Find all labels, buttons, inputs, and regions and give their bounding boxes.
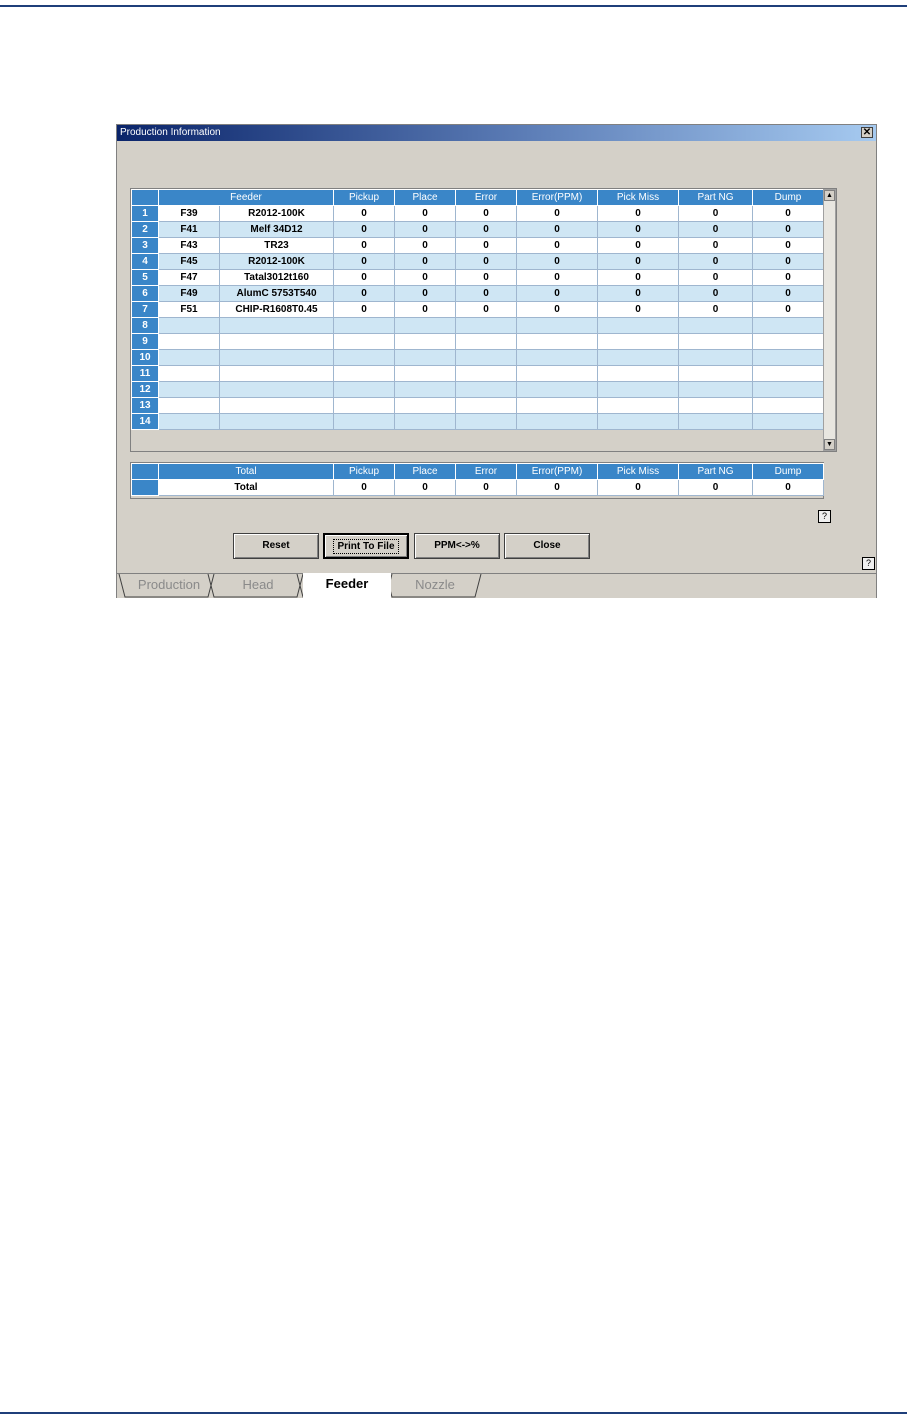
place-cell[interactable] xyxy=(395,398,456,414)
tab-production[interactable]: Production xyxy=(137,577,201,592)
ppm-percent-toggle-button[interactable]: PPM<->% xyxy=(414,533,500,559)
part-name-cell[interactable] xyxy=(220,318,334,334)
pickup-cell[interactable]: 0 xyxy=(334,286,395,302)
header-dump[interactable]: Dump xyxy=(753,190,824,206)
feeder-slot-cell[interactable]: F45 xyxy=(159,254,220,270)
pickup-cell[interactable]: 0 xyxy=(334,254,395,270)
total-header-place: Place xyxy=(395,464,456,480)
dump-cell[interactable] xyxy=(753,350,824,366)
total-part-ng: 0 xyxy=(679,480,753,496)
dump-cell[interactable]: 0 xyxy=(753,286,824,302)
scroll-up-icon[interactable]: ▲ xyxy=(824,190,835,201)
feeder-slot-cell[interactable] xyxy=(159,414,220,430)
feeder-slot-cell[interactable]: F47 xyxy=(159,270,220,286)
feeder-slot-cell[interactable]: F39 xyxy=(159,206,220,222)
pickup-cell[interactable] xyxy=(334,414,395,430)
row-number-cell: 2 xyxy=(132,222,159,238)
total-error-ppm: 0 xyxy=(517,480,598,496)
place-cell[interactable] xyxy=(395,382,456,398)
pick-miss-cell[interactable] xyxy=(598,398,679,414)
feeder-slot-cell[interactable] xyxy=(159,318,220,334)
grid-scrollbar[interactable] xyxy=(823,189,836,451)
table-row[interactable] xyxy=(132,206,824,222)
error-ppm-cell[interactable] xyxy=(517,414,598,430)
row-number-cell: 1 xyxy=(132,206,159,222)
place-cell[interactable]: 0 xyxy=(395,286,456,302)
error-cell[interactable] xyxy=(456,350,517,366)
total-dump: 0 xyxy=(753,480,824,496)
header-error-ppm[interactable]: Error(PPM) xyxy=(517,190,598,206)
table-row[interactable] xyxy=(132,222,824,238)
part-name-cell[interactable]: R2012-100K xyxy=(220,254,334,270)
header-pickup[interactable]: Pickup xyxy=(334,190,395,206)
title-bar xyxy=(117,125,876,141)
error-ppm-cell[interactable]: 0 xyxy=(517,302,598,318)
row-number-cell: 14 xyxy=(132,414,159,430)
error-cell[interactable]: 0 xyxy=(456,222,517,238)
pick-miss-cell[interactable]: 0 xyxy=(598,206,679,222)
error-ppm-cell[interactable]: 0 xyxy=(517,286,598,302)
row-number-cell: 6 xyxy=(132,286,159,302)
error-ppm-cell[interactable]: 0 xyxy=(517,206,598,222)
part-ng-cell[interactable] xyxy=(679,350,753,366)
header-feeder[interactable]: Feeder xyxy=(159,190,334,206)
part-name-cell[interactable] xyxy=(220,350,334,366)
feeder-table xyxy=(131,189,824,430)
print-to-file-button[interactable] xyxy=(323,533,409,559)
pick-miss-cell[interactable] xyxy=(598,334,679,350)
part-ng-cell[interactable]: 0 xyxy=(679,238,753,254)
row-number-cell: 5 xyxy=(132,270,159,286)
row-number-cell: 4 xyxy=(132,254,159,270)
row-number-cell: 9 xyxy=(132,334,159,350)
total-header-part-ng: Part NG xyxy=(679,464,753,480)
header-pick-miss[interactable]: Pick Miss xyxy=(598,190,679,206)
pickup-cell[interactable] xyxy=(334,350,395,366)
error-cell[interactable] xyxy=(456,366,517,382)
pick-miss-cell[interactable] xyxy=(598,414,679,430)
page-bottom-rule xyxy=(0,1412,907,1414)
dump-cell[interactable] xyxy=(753,414,824,430)
total-pickup: 0 xyxy=(334,480,395,496)
dump-cell[interactable] xyxy=(753,318,824,334)
pickup-cell[interactable]: 0 xyxy=(334,270,395,286)
table-row[interactable] xyxy=(132,382,824,398)
pick-miss-cell[interactable] xyxy=(598,318,679,334)
total-row-corner xyxy=(132,480,159,496)
part-name-cell[interactable] xyxy=(220,334,334,350)
part-ng-cell[interactable] xyxy=(679,334,753,350)
part-name-cell[interactable]: Tatal3012t160 xyxy=(220,270,334,286)
pickup-cell[interactable]: 0 xyxy=(334,302,395,318)
feeder-table-header xyxy=(132,190,824,206)
part-ng-cell[interactable]: 0 xyxy=(679,270,753,286)
table-row[interactable] xyxy=(132,238,824,254)
part-name-cell[interactable]: TR23 xyxy=(220,238,334,254)
feeder-slot-cell[interactable] xyxy=(159,398,220,414)
pickup-cell[interactable]: 0 xyxy=(334,206,395,222)
print-to-file-label: Print To File xyxy=(333,539,398,554)
pick-miss-cell[interactable] xyxy=(598,366,679,382)
production-information-window xyxy=(116,124,877,598)
total-error: 0 xyxy=(456,480,517,496)
pick-miss-cell[interactable]: 0 xyxy=(598,286,679,302)
table-row[interactable] xyxy=(132,398,824,414)
pick-miss-cell[interactable] xyxy=(598,350,679,366)
place-cell[interactable] xyxy=(395,318,456,334)
tab-bar xyxy=(117,573,876,598)
feeder-slot-cell[interactable]: F49 xyxy=(159,286,220,302)
pick-miss-cell[interactable]: 0 xyxy=(598,270,679,286)
place-cell[interactable]: 0 xyxy=(395,270,456,286)
error-ppm-cell[interactable]: 0 xyxy=(517,254,598,270)
feeder-slot-cell[interactable]: F43 xyxy=(159,238,220,254)
table-row[interactable] xyxy=(132,414,824,430)
row-number-cell: 7 xyxy=(132,302,159,318)
header-place[interactable]: Place xyxy=(395,190,456,206)
window-help-icon[interactable]: ? xyxy=(862,557,875,570)
table-row[interactable] xyxy=(132,254,824,270)
feeder-slot-cell[interactable] xyxy=(159,350,220,366)
place-cell[interactable]: 0 xyxy=(395,222,456,238)
error-cell[interactable]: 0 xyxy=(456,238,517,254)
table-row[interactable] xyxy=(132,286,824,302)
part-ng-cell[interactable]: 0 xyxy=(679,206,753,222)
reset-button[interactable]: Reset xyxy=(233,533,319,559)
place-cell[interactable]: 0 xyxy=(395,206,456,222)
close-icon[interactable]: ✕ xyxy=(862,127,872,138)
part-name-cell[interactable] xyxy=(220,382,334,398)
error-ppm-cell[interactable] xyxy=(517,334,598,350)
row-number-cell: 8 xyxy=(132,318,159,334)
error-cell[interactable] xyxy=(456,318,517,334)
pickup-cell[interactable]: 0 xyxy=(334,222,395,238)
place-cell[interactable]: 0 xyxy=(395,302,456,318)
dump-cell[interactable]: 0 xyxy=(753,302,824,318)
part-ng-cell[interactable]: 0 xyxy=(679,286,753,302)
part-name-cell[interactable] xyxy=(220,398,334,414)
pickup-cell[interactable] xyxy=(334,398,395,414)
total-label: Total xyxy=(159,480,334,496)
tab-feeder[interactable]: Feeder xyxy=(303,573,391,598)
dump-cell[interactable] xyxy=(753,334,824,350)
error-ppm-cell[interactable]: 0 xyxy=(517,238,598,254)
place-cell[interactable] xyxy=(395,334,456,350)
pickup-cell[interactable] xyxy=(334,318,395,334)
error-cell[interactable]: 0 xyxy=(456,254,517,270)
close-button[interactable]: Close xyxy=(504,533,590,559)
pickup-cell[interactable]: 0 xyxy=(334,238,395,254)
part-ng-cell[interactable] xyxy=(679,366,753,382)
total-place: 0 xyxy=(395,480,456,496)
dump-cell[interactable]: 0 xyxy=(753,254,824,270)
pick-miss-cell[interactable]: 0 xyxy=(598,222,679,238)
error-ppm-cell[interactable] xyxy=(517,318,598,334)
table-row[interactable] xyxy=(132,318,824,334)
place-cell[interactable]: 0 xyxy=(395,254,456,270)
pickup-cell[interactable] xyxy=(334,382,395,398)
row-number-cell: 13 xyxy=(132,398,159,414)
error-ppm-cell[interactable]: 0 xyxy=(517,222,598,238)
table-row[interactable] xyxy=(132,302,824,318)
total-header-dump: Dump xyxy=(753,464,824,480)
part-name-cell[interactable] xyxy=(220,366,334,382)
feeder-slot-cell[interactable] xyxy=(159,334,220,350)
error-ppm-cell[interactable] xyxy=(517,382,598,398)
scroll-down-icon[interactable]: ▼ xyxy=(824,439,835,450)
part-name-cell[interactable] xyxy=(220,414,334,430)
error-ppm-cell[interactable] xyxy=(517,350,598,366)
dump-cell[interactable] xyxy=(753,366,824,382)
total-header-error: Error xyxy=(456,464,517,480)
header-error[interactable]: Error xyxy=(456,190,517,206)
dump-cell[interactable]: 0 xyxy=(753,238,824,254)
part-name-cell[interactable]: CHIP-R1608T0.45 xyxy=(220,302,334,318)
total-header-error-ppm: Error(PPM) xyxy=(517,464,598,480)
dump-cell[interactable]: 0 xyxy=(753,206,824,222)
part-name-cell[interactable]: R2012-100K xyxy=(220,206,334,222)
part-ng-cell[interactable]: 0 xyxy=(679,302,753,318)
dump-cell[interactable]: 0 xyxy=(753,270,824,286)
total-table xyxy=(131,463,824,496)
place-cell[interactable] xyxy=(395,366,456,382)
total-header-total: Total xyxy=(159,464,334,480)
page-top-rule xyxy=(0,5,907,7)
table-row[interactable] xyxy=(132,334,824,350)
place-cell[interactable] xyxy=(395,414,456,430)
part-ng-cell[interactable]: 0 xyxy=(679,254,753,270)
table-row[interactable] xyxy=(132,366,824,382)
feeder-slot-cell[interactable]: F51 xyxy=(159,302,220,318)
dump-cell[interactable] xyxy=(753,398,824,414)
error-cell[interactable]: 0 xyxy=(456,270,517,286)
part-ng-cell[interactable] xyxy=(679,414,753,430)
row-number-cell: 3 xyxy=(132,238,159,254)
part-ng-cell[interactable] xyxy=(679,382,753,398)
tab-head[interactable]: Head xyxy=(242,577,274,592)
pickup-cell[interactable] xyxy=(334,334,395,350)
feeder-slot-cell[interactable] xyxy=(159,366,220,382)
total-table-header xyxy=(132,464,824,480)
pick-miss-cell[interactable]: 0 xyxy=(598,238,679,254)
pick-miss-cell[interactable]: 0 xyxy=(598,254,679,270)
pick-miss-cell[interactable] xyxy=(598,382,679,398)
total-header-pick-miss: Pick Miss xyxy=(598,464,679,480)
total-header-corner xyxy=(132,464,159,480)
part-name-cell[interactable]: Melf 34D12 xyxy=(220,222,334,238)
error-cell[interactable] xyxy=(456,382,517,398)
part-ng-cell[interactable] xyxy=(679,398,753,414)
error-cell[interactable] xyxy=(456,334,517,350)
row-number-cell: 10 xyxy=(132,350,159,366)
table-row[interactable] xyxy=(132,270,824,286)
row-number-cell: 11 xyxy=(132,366,159,382)
total-header-pickup: Pickup xyxy=(334,464,395,480)
pick-miss-cell[interactable]: 0 xyxy=(598,302,679,318)
header-corner xyxy=(132,190,159,206)
error-cell[interactable]: 0 xyxy=(456,286,517,302)
pickup-cell[interactable] xyxy=(334,366,395,382)
tab-nozzle[interactable]: Nozzle xyxy=(415,577,455,592)
window-title: Production Information xyxy=(120,127,221,138)
error-ppm-cell[interactable] xyxy=(517,398,598,414)
error-cell[interactable]: 0 xyxy=(456,302,517,318)
help-icon[interactable]: ? xyxy=(818,510,831,523)
table-row[interactable] xyxy=(132,350,824,366)
error-cell[interactable]: 0 xyxy=(456,206,517,222)
place-cell[interactable]: 0 xyxy=(395,238,456,254)
total-row xyxy=(132,480,824,496)
part-ng-cell[interactable] xyxy=(679,318,753,334)
feeder-slot-cell[interactable] xyxy=(159,382,220,398)
error-cell[interactable] xyxy=(456,414,517,430)
dump-cell[interactable]: 0 xyxy=(753,222,824,238)
place-cell[interactable] xyxy=(395,350,456,366)
error-ppm-cell[interactable]: 0 xyxy=(517,270,598,286)
feeder-slot-cell[interactable]: F41 xyxy=(159,222,220,238)
error-cell[interactable] xyxy=(456,398,517,414)
error-ppm-cell[interactable] xyxy=(517,366,598,382)
row-number-cell: 12 xyxy=(132,382,159,398)
total-pick-miss: 0 xyxy=(598,480,679,496)
header-part-ng[interactable]: Part NG xyxy=(679,190,753,206)
dump-cell[interactable] xyxy=(753,382,824,398)
part-name-cell[interactable]: AlumC 5753T540 xyxy=(220,286,334,302)
part-ng-cell[interactable]: 0 xyxy=(679,222,753,238)
